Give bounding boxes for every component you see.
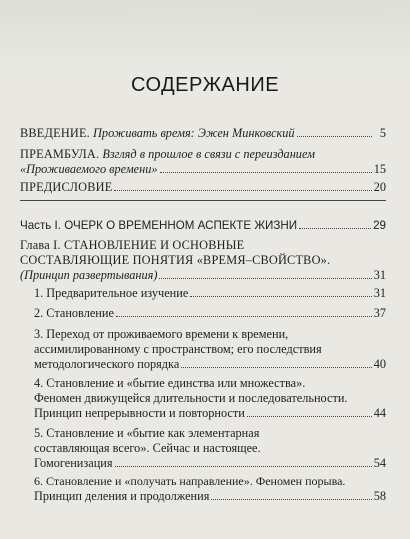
section-title-line2: Принцип деления и продолжения: [34, 489, 210, 503]
entry-label: Часть I. ОЧЕРК О ВРЕМЕННОМ АСПЕКТЕ ЖИЗНИ: [20, 219, 298, 232]
bleed-through-background: [0, 0, 410, 70]
chapter-title-line1: Глава I. СТАНОВЛЕНИЕ И ОСНОВНЫЕ: [20, 238, 245, 252]
section-title-line3: Гомогенизация: [34, 456, 113, 470]
toc-section-1[interactable]: [34, 286, 386, 301]
page-number: 29: [373, 219, 386, 232]
page-number: 5: [379, 126, 386, 140]
section-title-line2: составляющая всего». Сейчас и настоящее.: [34, 441, 261, 455]
page-number: 40: [373, 357, 386, 371]
chapter-subtitle: (Принцип развертывания): [20, 268, 158, 282]
dot-leader: [211, 499, 371, 500]
entry-label: ПРЕАМБУЛА.: [20, 147, 100, 161]
dot-leader: [116, 316, 372, 317]
section-title-line3: методологического порядка: [34, 357, 180, 371]
page-title: СОДЕРЖАНИЕ: [130, 74, 280, 96]
section-title-line2: Феномен движущейся длительности и последовательности.: [34, 391, 348, 405]
toc-entry-part-1[interactable]: [20, 218, 386, 233]
toc-entry-preamble[interactable]: [20, 147, 386, 177]
section-title-line2: ассимилированному с пространством; его последствия: [34, 342, 322, 356]
dot-leader: [115, 466, 372, 467]
toc-entry-chapter-1[interactable]: [20, 238, 386, 283]
entry-label: ПРЕДИСЛОВИЕ: [20, 180, 113, 194]
entry-subtitle: Проживать время: Эжен Минковский: [93, 126, 295, 140]
page-number: 37: [373, 306, 386, 320]
dot-leader: [181, 367, 371, 368]
dot-leader: [297, 136, 372, 137]
dot-leader: [160, 172, 372, 173]
dot-leader: [114, 190, 371, 191]
page-number: 15: [373, 162, 386, 176]
dot-leader: [190, 296, 371, 297]
dot-leader: [247, 416, 372, 417]
toc-section-5[interactable]: [34, 426, 386, 471]
page-number: 31: [373, 268, 386, 282]
entry-subtitle-line1: Взгляд в прошлое в связи с переизданием: [102, 147, 315, 161]
section-title-line1: 5. Становление и «бытие как элементарная: [34, 426, 260, 440]
toc-section-2[interactable]: [34, 306, 386, 321]
toc-entry-foreword[interactable]: [20, 180, 386, 195]
dot-leader: [159, 278, 371, 279]
section-title: 2. Становление: [34, 306, 114, 320]
dot-leader: [299, 228, 371, 229]
section-title: 1. Предварительное изучение: [34, 286, 189, 300]
page-number: 44: [373, 406, 386, 420]
toc-section-6[interactable]: [34, 474, 386, 504]
section-title-line1: 6. Становление и «получать направление». Феномен порыва.: [34, 474, 346, 488]
page-number: 20: [373, 180, 386, 194]
entry-subtitle-line2: «Проживаемого времени»: [20, 162, 158, 176]
toc-entry-introduction[interactable]: [20, 126, 386, 141]
page-number: 54: [373, 456, 386, 470]
section-title-line1: 3. Переход от проживаемого времени к времени,: [34, 327, 289, 341]
page-number: 58: [373, 489, 386, 503]
divider: [20, 200, 386, 201]
toc-section-3[interactable]: [34, 327, 386, 372]
section-title-line3: Принцип непрерывности и повторности: [34, 406, 245, 420]
page-number: 31: [373, 286, 386, 300]
entry-label: ВВЕДЕНИЕ.: [20, 126, 90, 140]
chapter-title-line2: СОСТАВЛЯЮЩИЕ ПОНЯТИЯ «ВРЕМЯ–СВОЙСТВО».: [20, 253, 331, 267]
toc-section-4[interactable]: [34, 376, 386, 421]
section-title-line1: 4. Становление и «бытие единства или множества».: [34, 376, 306, 390]
